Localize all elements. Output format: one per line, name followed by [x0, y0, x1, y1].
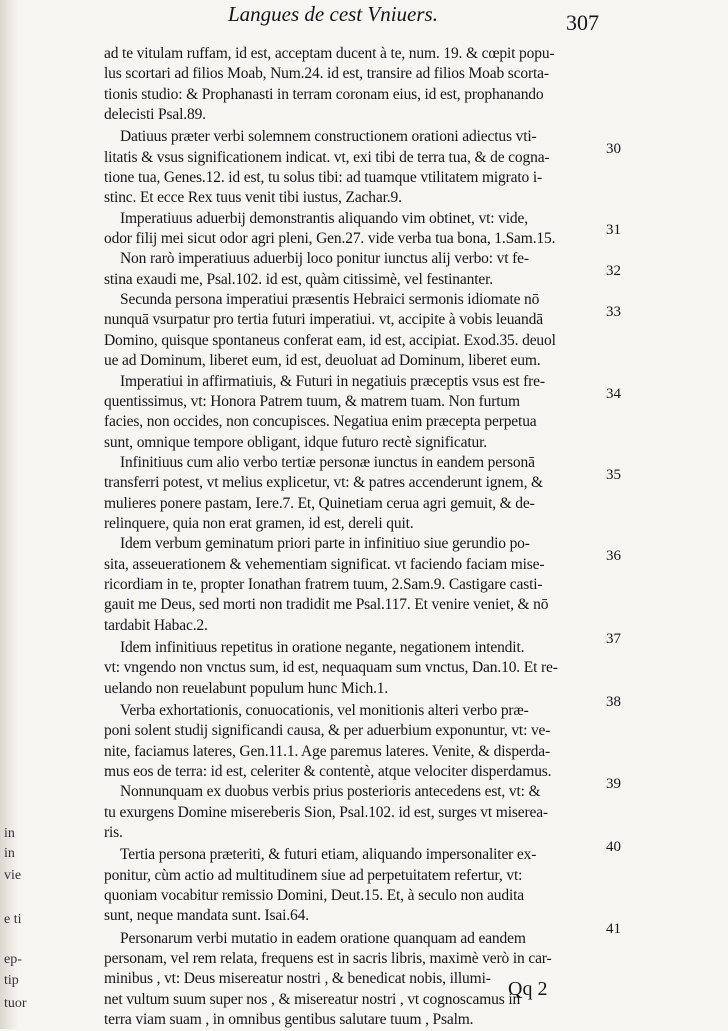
text-line: ris. [104, 824, 123, 842]
text-line: Imperatiuus aduerbij demonstrantis aliquando vim obtinet, vt: vide, [120, 209, 528, 227]
text-line: tionis studio: & Prophanasti in terram coronam eius, id est, prophanando [104, 85, 544, 103]
text-line: ricordiam in te, propter Ionathan fratrem tuum, 2.Sam.9. Castigare casti- [104, 575, 543, 593]
text-line: quentissimus, vt: Honora Patrem tuum, & matrem tuam. Non furtum [104, 392, 520, 410]
text-line: lus scortari ad filios Moab, Num.24. id est, transire ad filios Moab scorta- [104, 65, 549, 83]
section-number: 32 [606, 263, 621, 279]
text-line: tu exurgens Domine misereberis Sion, Psal.102. id est, surges vt miserea- [104, 803, 548, 821]
text-line: transferri potest, vt melius explicetur, vt: & patres accenderunt ignem, & [104, 474, 543, 492]
text-line: Secunda persona imperatiui præsentis Hebraici sermonis idiomate nō [120, 291, 540, 309]
text-line: Tertia persona præteriti, & futuri etiam, aliquando impersonaliter ex- [120, 846, 537, 864]
section-number: 38 [606, 694, 621, 710]
text-line: uelando non reuelabunt populum hunc Mich.1. [104, 679, 389, 697]
margin-fragment: in [4, 846, 15, 861]
text-line: ad te vitulam ruffam, id est, acceptam ducent à te, num. 19. & cœpit popu- [104, 45, 555, 62]
text-line: stina exaudi me, Psal.102. id est, quàm citissimè, vel festinanter. [104, 270, 493, 288]
section-number: 34 [606, 386, 621, 402]
text-line: stinc. Et ecce Rex tuus venit tibi iustus, Zachar.9. [104, 189, 402, 207]
margin-fragment: tuor [4, 996, 27, 1011]
text-line: personam, vel rem relata, frequens est in sacris libris, maximè verò in car- [104, 950, 552, 968]
section-number: 31 [606, 222, 621, 238]
text-line: ponitur, cùm actio ad multitudinem siue ad perpetuitatem refertur, vt: [104, 866, 523, 884]
margin-fragment: ep- [4, 952, 22, 967]
text-line: Nonnunquam ex duobus verbis prius posterioris antecedens est, vt: & [120, 783, 541, 801]
text-line: tione tua, Genes.12. id est, tu solus tibi: ad tuamque vtilitatem migrato i- [104, 169, 543, 187]
text-line: nite, faciamus lateres, Gen.11.1. Age paremus lateres. Venite, & disperda- [104, 742, 550, 760]
text-line: Domino, quisque spontaneus conferat eam, id est, accipiat. Exod.35. deuol [104, 331, 556, 349]
text-line: tardabit Habac.2. [104, 616, 208, 634]
text-line: sunt, neque mandata sunt. Isai.64. [104, 907, 309, 925]
section-number: 36 [606, 548, 621, 564]
text-line: terra viam suam , in omnibus gentibus salutare tuum , Psalm. [104, 1011, 474, 1029]
text-line: Infinitiuus cum alio verbo tertiæ personæ iunctus in eandem personā [120, 453, 535, 471]
margin-fragment: in [4, 826, 15, 841]
text-line: Idem infinitiuus repetitus in oratione negante, negationem intendit. [120, 638, 525, 656]
text-line: minibus , vt: Deus misereatur nostri , & benedicat nobis, illumi- [104, 970, 491, 988]
section-number: 37 [606, 631, 621, 647]
text-line: ue ad Dominum, liberet eum, id est, deuoluat ad Dominum, liberet eum. [104, 352, 541, 370]
page-number: 307 [566, 10, 599, 35]
running-head: Langues de cest Vniuers. [228, 2, 438, 26]
text-line: net vultum suum super nos , & misereatur nostri , vt cognoscamus in [104, 990, 521, 1008]
text-line: mulieres ponere pastam, Iere.7. Et, Quinetiam cerua agri gemuit, & de- [104, 494, 535, 512]
section-number: 35 [606, 467, 621, 483]
section-number: 39 [606, 776, 621, 792]
text-line: relinquere, quia non erat gramen, id est, dereli quit. [104, 514, 414, 532]
text-line: nunquā vsurpatur pro tertia futuri imperatiui. vt, accipite à vobis leuandā [104, 311, 543, 329]
text-line: facies, non occides, non concupisces. Negatiua enim præcepta perpetua [104, 413, 537, 431]
text-line: quoniam vocabitur remissio Domini, Deut.15. Et, à seculo non audita [104, 887, 524, 905]
section-number: 40 [606, 839, 621, 855]
section-number: 30 [606, 141, 621, 157]
text-line: Verba exhortationis, conuocationis, vel monitionis alteri verbo præ- [120, 702, 529, 719]
body-text [104, 44, 622, 1031]
text-line: delecisti Psal.89. [104, 106, 206, 124]
margin-fragment: tip [4, 973, 19, 988]
section-number: 33 [606, 304, 621, 320]
text-line: vt: vngendo non vnctus sum, id est, nequaquam sum vnctus, Dan.10. Et re- [104, 659, 558, 677]
text-line: Idem verbum geminatum priori parte in infinitiuo siue gerundio po- [120, 535, 530, 553]
text-line: Imperatiui in affirmatiuis, & Futuri in negatiuis præceptis vsus est fre- [120, 372, 545, 390]
text-line: Personarum verbi mutatio in eadem oratione quanquam ad eandem [120, 929, 526, 947]
margin-fragment: vie [4, 868, 22, 883]
signature-mark: Qq 2 [508, 978, 548, 1000]
text-line: Datiuus præter verbi solemnem constructionem orationi adiectus vti- [120, 128, 537, 146]
text-line: odor filij mei sicut odor agri pleni, Gen.27. vide verba tua bona, 1.Sam.15. [104, 230, 556, 248]
text-line: gauit me Deus, sed morti non tradidit me Psal.117. Et venire veniet, & nō [104, 596, 549, 614]
text-line: sita, asseuerationem & vehementiam significat. vt faciendo faciam mise- [104, 555, 545, 573]
text-line: litatis & vsus significationem indicat. vt, exi tibi de terra tua, & de cogna- [104, 148, 550, 166]
margin-fragment: e ti [4, 912, 22, 927]
text-line: mus eos de terra: id est, celeriter & contentè, atque velociter disperdamus. [104, 763, 552, 781]
section-number: 41 [606, 921, 621, 937]
text-line: poni solent studij significandi causa, & per aduerbium exponuntur, vt: ve- [104, 722, 551, 740]
text-line: Non rarò imperatiuus aduerbij loco ponitur iunctus alij verbo: vt fe- [120, 250, 529, 268]
text-line: sunt, omnique tempore obligant, idque futuro rectè significatur. [104, 433, 487, 451]
